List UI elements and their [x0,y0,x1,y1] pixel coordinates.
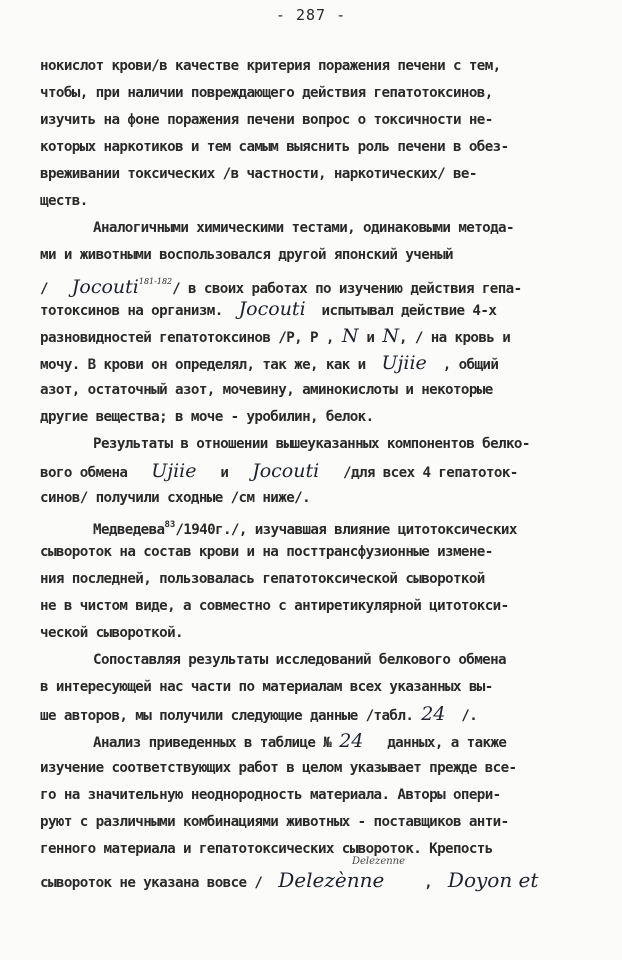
handwritten-doyon: Doyon et [447,868,539,892]
text-line: сывороток не указана вовсе / Delezènne , Doyon et [40,868,539,892]
text-line: ми и животными воспользовался другой японский ученый [40,247,453,263]
text-line: изучение соответствующих работ в целом указывает прежде все- [40,760,517,776]
text-line: / Jocouti$^{181-182}$/ в своих работах по изучению действия гепа- [40,276,522,298]
handwritten-table-number: 24 [339,730,364,752]
handwritten-n-symbol: N [341,325,359,347]
handwritten-ujiie: Ujiie [381,352,427,374]
text-line: Сопоставляя результаты исследований белкового обмена [93,652,506,668]
text-line: Анализ приведенных в таблице № 24 данных, а также [93,730,507,752]
text-line: Аналогичными химическими тестами, одинаковыми метода- [93,220,514,236]
text-line: ния последней, пользовалась гепатотоксической сывороткой [40,571,485,587]
text-line: в интересующей нас части по материалам всех указанных вы- [40,679,493,695]
text-line: Медведева$^{83}$/1940г./, изучавшая влияние цитотоксических [93,520,517,538]
text-line: которых наркотиков и тем самым выяснить роль печени в обез- [40,139,509,155]
handwritten-annotation: Delezenne [352,856,406,867]
text-line: руют с различными комбинациями животных - поставщиков анти- [40,814,509,830]
text-line: изучить на фоне поражения печени вопрос о токсичности не- [40,112,493,128]
text-line: Результаты в отношении вышеуказанных компонентов белко- [93,436,530,452]
text-line: сывороток на состав крови и на посттрансфузионные измене- [40,544,493,560]
text-line: генного материала и гепатотоксических сывороток. Крепость [40,841,493,857]
handwritten-jocouti: Jocouti [238,298,306,320]
text-line: нокислот крови/в качестве критерия поражения печени с тем, [40,58,501,74]
text-line: синов/ получили сходные /см ниже/. [40,490,311,506]
handwritten-ujiie: Ujiie [151,460,197,482]
text-line: мочу. В крови он определял, так же, как и Ujiie , общий [40,352,499,374]
handwritten-n-symbol: N [382,325,399,347]
text-line: вого обмена Ujiie и Jocouti /для всех 4 гепатоток- [40,460,518,482]
text-line: другие вещества; в моче - уробилин, белок. [40,409,374,425]
text-line: не в чистом виде, а совместно с антиретикулярной цитотокси- [40,598,509,614]
handwritten-jocouti: Jocouti [71,276,139,298]
text-line: го на значительную неоднородность материала. Авторы опери- [40,787,501,803]
reference-superscript: 181-182 [138,277,173,286]
text-line: вреживании токсических /в частности, наркотических/ ве- [40,166,477,182]
text-line: тотоксинов на организм. Jocouti испытывал действие 4-х [40,298,497,320]
reference-superscript: 83 [164,520,176,530]
page-number: - 287 - [275,6,347,24]
text-line: ше авторов, мы получили следующие данные /табл. 24 /. [40,703,478,725]
handwritten-table-number: 24 [421,703,446,725]
text-line: ществ. [40,193,88,209]
text-line: ческой сывороткой. [40,625,183,641]
text-line: чтобы, при наличии повреждающего действия гепатотоксинов, [40,85,493,101]
text-line: разновидностей гепатотоксинов /P, P , N и N, / на кровь и [40,325,511,347]
text-line: азот, остаточный азот, мочевину, аминокислоты и некоторые [40,382,493,398]
handwritten-jocouti: Jocouti [252,460,320,482]
handwritten-delezenne: Delezènne [278,868,385,892]
